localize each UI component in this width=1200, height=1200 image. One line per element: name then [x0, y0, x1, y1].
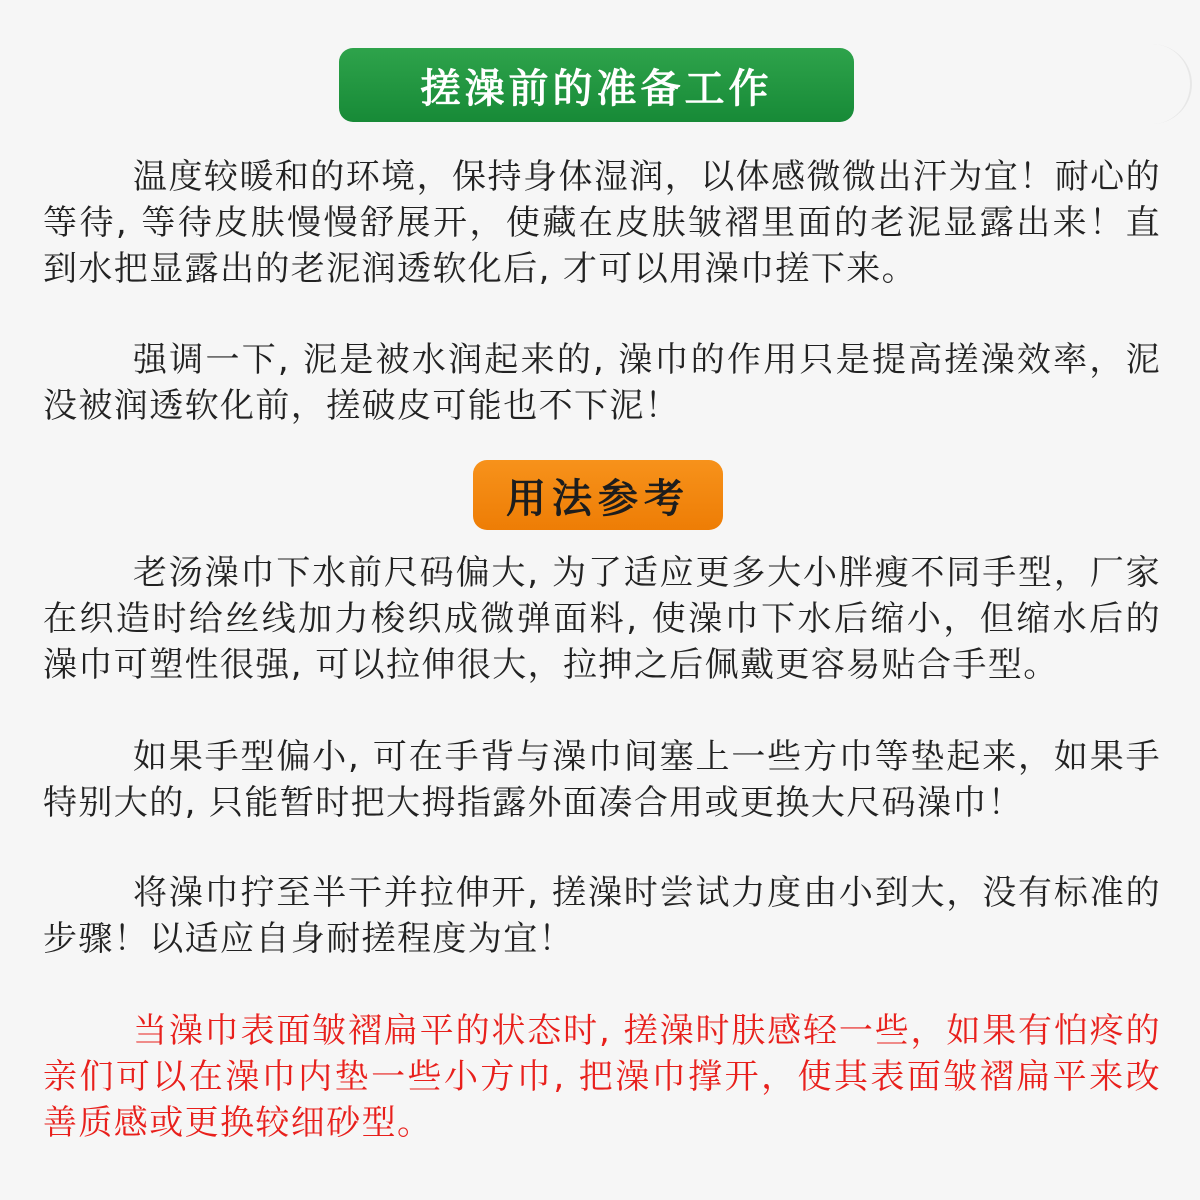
paragraph-fit-tips: 如果手型偏小, 可在手背与澡巾间塞上一些方巾等垫起来，如果手特别大的, 只能暂时把大拇指露外面凑合用或更换大尺码澡巾！ [43, 737, 1161, 823]
corner-decoration [1150, 44, 1192, 124]
paragraph-emphasis: 强调一下, 泥是被水润起来的, 澡巾的作用只是提高搓澡效率，泥没被润透软化前，搓破皮可能也不下泥！ [43, 340, 1161, 426]
paragraph-environment: 温度较暖和的环境，保持身体湿润，以体感微微出汗为宜！耐心的等待, 等待皮肤慢慢舒展开，使藏在皮肤皱褶里面的老泥显露出来！直到水把显露出的老泥润透软化后, 才可以用澡巾搓下来。 [43, 157, 1161, 289]
section-title-usage: 用法参考 [473, 460, 723, 530]
section-title-preparation: 搓澡前的准备工作 [339, 48, 854, 122]
paragraph-warning: 当澡巾表面皱褶扁平的状态时, 搓澡时肤感轻一些，如果有怕疼的亲们可以在澡巾内垫一些小方巾, 把澡巾撑开，使其表面皱褶扁平来改善质感或更换较细砂型。 [43, 1011, 1161, 1143]
paragraph-sizing: 老汤澡巾下水前尺码偏大, 为了适应更多大小胖瘦不同手型，厂家在织造时给丝线加力梭织成微弹面料, 使澡巾下水后缩小，但缩水后的澡巾可塑性很强, 可以拉伸很大，拉抻之后佩戴更容易贴合手型。 [43, 553, 1161, 685]
paragraph-scrub-steps: 将澡巾拧至半干并拉伸开, 搓澡时尝试力度由小到大，没有标准的步骤！以适应自身耐搓程度为宜！ [43, 873, 1161, 959]
